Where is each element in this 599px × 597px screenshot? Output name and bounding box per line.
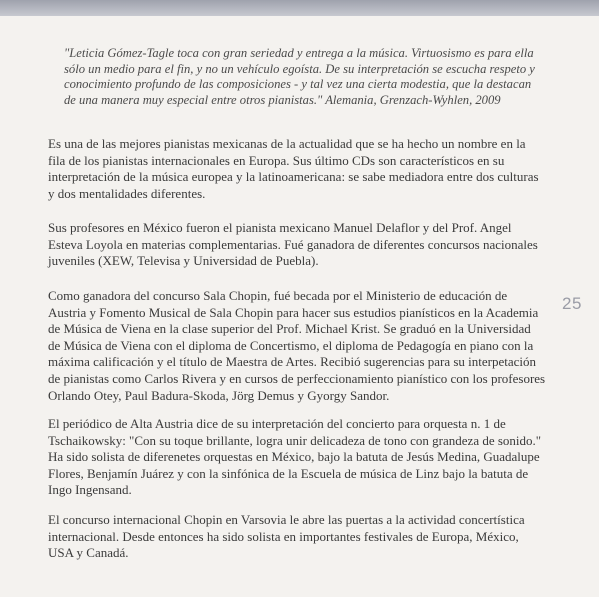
booklet-page <box>0 16 599 597</box>
page-number: 25 <box>562 294 582 313</box>
biography-paragraph-2: Sus profesores en México fueron el pianista mexicano Manuel Delaflor y del Prof. Angel Esteva Loyola en materias complementarias. Fué ganadora de diferentes concursos nacionales juveniles (XEW, Televisa y Universidad de Puebla). <box>48 220 538 269</box>
biography-paragraph-5: El concurso internacional Chopin en Varsovia le abre las puertas a la actividad concertística internacional. Desde entonces ha sido solista en importantes festivales de Europa, México, USA y Canadá. <box>48 512 525 561</box>
biography-paragraph-3: Como ganadora del concurso Sala Chopin, fué becada por el Ministerio de educación de Austria y Fomento Musical de Sala Chopin para hacer sus estudios pianísticos en la Academia de Música de Viena en la clase superior del Prof. Michael Krist. Se graduó en la Universidad de Música de Viena con el diploma de Concertismo, el diploma de Pedagogía en piano con la máxima calificación y el título de Maestra de Artes. Recibió sugerencias para su interpetación de pianistas como Carlos Rivera y en cursos de perfeccionamiento pianístico con los profesores Orlando Otey, Paul Badura-Skoda, Jörg Demus y Gyorgy Sandor. <box>48 288 546 403</box>
biography-paragraph-1: Es una de las mejores pianistas mexicanas de la actualidad que se ha hecho un nombre en la fila de los pianistas internacionales en Europa. Sus último CDs son característicos en su interpretación de la música europea y la latinoamericana: se sabe mediadora entre dos culturas y dos mentalidades diferentes. <box>48 136 539 201</box>
press-quote: "Leticia Gómez-Tagle toca con gran seriedad y entrega a la música. Virtuosismo es para ella sólo un medio para el fin, y no un vehículo egoísta. De su interpretación se escucha respeto y conocimiento profundo de las composiciones - y tal vez una cierta modestia, que la destacan de una manera muy especial entre otros pianistas." Alemania, Grenzach-Wyhlen, 2009 <box>64 46 535 107</box>
top-color-band <box>0 0 599 16</box>
biography-paragraph-4: El periódico de Alta Austria dice de su interpretación del concierto para orquesta n. 1 de Tschaikowsky: "Con su toque brillante, logra unir delicadeza de tono con grandeza de sonido." Ha sido solista de diferenetes orquestas en México, bajo la batuta de Jesús Medina, Guadalupe Flores, Benjamín Juárez y con la sinfónica de la Escuela de música de Linz bajo la batuta de Ingo Ingensand. <box>48 416 542 498</box>
